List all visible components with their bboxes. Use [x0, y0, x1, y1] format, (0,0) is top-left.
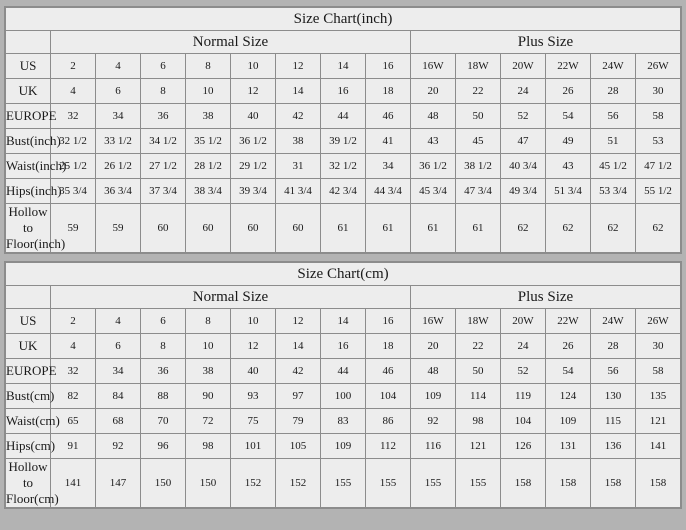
size-chart-cm-body: [6, 263, 681, 508]
table-cell: 42: [276, 359, 321, 384]
table-cell: 10: [231, 309, 276, 334]
table-cell: 98: [186, 434, 231, 459]
table-cell: 141: [51, 459, 96, 508]
table-cell: 60: [141, 204, 186, 253]
table-cell: 45 1/2: [591, 154, 636, 179]
table-cell: 47: [501, 129, 546, 154]
size-chart-inch: [4, 6, 682, 254]
table-row: [6, 104, 681, 129]
table-cell: 158: [501, 459, 546, 508]
table-cell: 59: [51, 204, 96, 253]
table-cell: 39 1/2: [321, 129, 366, 154]
table-cell: 14: [276, 334, 321, 359]
table-cell: 24W: [591, 309, 636, 334]
table-cell: 35 3/4: [51, 179, 96, 204]
table-row: [6, 359, 681, 384]
table-cell: 40: [231, 359, 276, 384]
table-cell: 51 3/4: [546, 179, 591, 204]
table-cell: 109: [321, 434, 366, 459]
table-cell: 14: [276, 79, 321, 104]
table-row: [6, 54, 681, 79]
table-cell: 52: [501, 104, 546, 129]
table-cell: 6: [96, 334, 141, 359]
table-cell: 26W: [636, 309, 681, 334]
table-cell: 119: [501, 384, 546, 409]
table-cell: 10: [186, 334, 231, 359]
group-header-blank: [6, 286, 51, 309]
table-cell: 4: [51, 334, 96, 359]
table-cell: 41 3/4: [276, 179, 321, 204]
table-cell: 41: [366, 129, 411, 154]
table-cell: 16: [366, 309, 411, 334]
table-cell: 62: [636, 204, 681, 253]
table-cell: 59: [96, 204, 141, 253]
table-cell: 43: [546, 154, 591, 179]
table-cell: 84: [96, 384, 141, 409]
table-row: [6, 129, 681, 154]
table-cell: 34: [96, 104, 141, 129]
table-cell: 46: [366, 104, 411, 129]
table-row: [6, 334, 681, 359]
table-cell: 70: [141, 409, 186, 434]
table-cell: 26 1/2: [96, 154, 141, 179]
table-cell: 114: [456, 384, 501, 409]
table-cell: 38: [186, 104, 231, 129]
group-header-blank: [6, 31, 51, 54]
table-cell: 44: [321, 104, 366, 129]
table-cell: 37 3/4: [141, 179, 186, 204]
table-cell: 48: [411, 104, 456, 129]
table-cell: 116: [411, 434, 456, 459]
table-row: [6, 154, 681, 179]
table-cell: 121: [456, 434, 501, 459]
table-cell: 47 1/2: [636, 154, 681, 179]
table-cell: 4: [96, 309, 141, 334]
table-cell: 88: [141, 384, 186, 409]
row-label: UK: [6, 79, 51, 104]
table-cell: 65: [51, 409, 96, 434]
table-cell: 54: [546, 359, 591, 384]
table-cell: 158: [546, 459, 591, 508]
table-row: [6, 409, 681, 434]
table-cell: 16W: [411, 309, 456, 334]
table-cell: 104: [366, 384, 411, 409]
table-cell: 12: [276, 309, 321, 334]
table-cell: 26: [546, 334, 591, 359]
table-cell: 44: [321, 359, 366, 384]
table-cell: 20W: [501, 309, 546, 334]
group-header-row: [6, 286, 681, 309]
chart-title-row: [6, 263, 681, 286]
table-cell: 32 1/2: [321, 154, 366, 179]
table-cell: 16: [321, 79, 366, 104]
row-label: US: [6, 309, 51, 334]
table-cell: 62: [591, 204, 636, 253]
table-cell: 158: [636, 459, 681, 508]
table-cell: 6: [141, 309, 186, 334]
table-row: [6, 309, 681, 334]
table-cell: 22: [456, 334, 501, 359]
table-cell: 16: [321, 334, 366, 359]
table-cell: 92: [96, 434, 141, 459]
table-cell: 36: [141, 359, 186, 384]
size-chart-inch-table: [5, 7, 681, 253]
table-cell: 12: [276, 54, 321, 79]
table-cell: 12: [231, 79, 276, 104]
table-cell: 101: [231, 434, 276, 459]
row-label: Hips(inch): [6, 179, 51, 204]
row-label: EUROPE: [6, 104, 51, 129]
table-cell: 93: [231, 384, 276, 409]
table-cell: 4: [96, 54, 141, 79]
table-cell: 147: [96, 459, 141, 508]
table-cell: 53 3/4: [591, 179, 636, 204]
table-cell: 12: [231, 334, 276, 359]
table-cell: 38: [276, 129, 321, 154]
table-cell: 18: [366, 334, 411, 359]
size-chart-cm: [4, 261, 682, 509]
row-label: Bust(cm): [6, 384, 51, 409]
table-cell: 60: [231, 204, 276, 253]
row-label: UK: [6, 334, 51, 359]
table-cell: 86: [366, 409, 411, 434]
table-cell: 135: [636, 384, 681, 409]
chart-title: Size Chart(inch): [6, 8, 681, 31]
row-label: Hollow to Floor(cm): [6, 459, 59, 506]
table-cell: 6: [141, 54, 186, 79]
table-cell: 75: [231, 409, 276, 434]
table-cell: 131: [546, 434, 591, 459]
table-cell: 14: [321, 309, 366, 334]
table-cell: 112: [366, 434, 411, 459]
row-label: Waist(inch): [6, 154, 51, 179]
table-cell: 49 3/4: [501, 179, 546, 204]
table-cell: 43: [411, 129, 456, 154]
table-cell: 121: [636, 409, 681, 434]
table-cell: 52: [501, 359, 546, 384]
table-cell: 158: [591, 459, 636, 508]
table-cell: 20: [411, 334, 456, 359]
table-cell: 55 1/2: [636, 179, 681, 204]
table-cell: 22W: [546, 54, 591, 79]
row-label: Bust(inch): [6, 129, 51, 154]
table-cell: 10: [231, 54, 276, 79]
table-cell: 20W: [501, 54, 546, 79]
group-header: Plus Size: [411, 286, 681, 309]
table-cell: 31: [276, 154, 321, 179]
table-cell: 2: [51, 54, 96, 79]
table-row: [6, 384, 681, 409]
table-cell: 18W: [456, 309, 501, 334]
table-cell: 83: [321, 409, 366, 434]
table-cell: 104: [501, 409, 546, 434]
table-cell: 8: [141, 79, 186, 104]
table-cell: 8: [186, 54, 231, 79]
table-cell: 26W: [636, 54, 681, 79]
size-chart-inch-body: [6, 8, 681, 253]
table-cell: 130: [591, 384, 636, 409]
row-label: US: [6, 54, 51, 79]
table-cell: 152: [231, 459, 276, 508]
table-cell: 79: [276, 409, 321, 434]
table-row: [6, 459, 681, 508]
table-cell: 54: [546, 104, 591, 129]
table-cell: 98: [456, 409, 501, 434]
table-cell: 35 1/2: [186, 129, 231, 154]
table-cell: 22W: [546, 309, 591, 334]
chart-title-row: [6, 8, 681, 31]
table-cell: 61: [411, 204, 456, 253]
table-cell: 36 1/2: [231, 129, 276, 154]
table-row: [6, 79, 681, 104]
table-cell: 34 1/2: [141, 129, 186, 154]
table-cell: 40: [231, 104, 276, 129]
group-header-row: [6, 31, 681, 54]
table-cell: 29 1/2: [231, 154, 276, 179]
table-cell: 150: [141, 459, 186, 508]
table-cell: 16W: [411, 54, 456, 79]
table-cell: 32: [51, 359, 96, 384]
table-cell: 26: [546, 79, 591, 104]
table-cell: 24W: [591, 54, 636, 79]
table-cell: 22: [456, 79, 501, 104]
table-cell: 50: [456, 104, 501, 129]
table-cell: 62: [501, 204, 546, 253]
table-cell: 51: [591, 129, 636, 154]
table-cell: 44 3/4: [366, 179, 411, 204]
table-cell: 60: [276, 204, 321, 253]
table-cell: 42 3/4: [321, 179, 366, 204]
table-cell: 56: [591, 359, 636, 384]
table-cell: 14: [321, 54, 366, 79]
table-cell: 60: [186, 204, 231, 253]
table-cell: 136: [591, 434, 636, 459]
size-chart-cm-table: [5, 262, 681, 508]
table-cell: 45 3/4: [411, 179, 456, 204]
table-cell: 141: [636, 434, 681, 459]
table-cell: 36: [141, 104, 186, 129]
table-cell: 115: [591, 409, 636, 434]
table-cell: 30: [636, 334, 681, 359]
table-cell: 50: [456, 359, 501, 384]
table-cell: 18W: [456, 54, 501, 79]
table-row: [6, 179, 681, 204]
table-cell: 97: [276, 384, 321, 409]
table-cell: 109: [546, 409, 591, 434]
table-cell: 24: [501, 334, 546, 359]
table-cell: 2: [51, 309, 96, 334]
table-cell: 30: [636, 79, 681, 104]
table-cell: 18: [366, 79, 411, 104]
table-cell: 155: [456, 459, 501, 508]
table-cell: 46: [366, 359, 411, 384]
table-cell: 36 1/2: [411, 154, 456, 179]
table-cell: 24: [501, 79, 546, 104]
table-cell: 47 3/4: [456, 179, 501, 204]
table-cell: 28: [591, 79, 636, 104]
table-cell: 105: [276, 434, 321, 459]
table-cell: 90: [186, 384, 231, 409]
table-cell: 61: [321, 204, 366, 253]
table-cell: 6: [96, 79, 141, 104]
table-cell: 39 3/4: [231, 179, 276, 204]
table-cell: 45: [456, 129, 501, 154]
table-cell: 150: [186, 459, 231, 508]
table-cell: 126: [501, 434, 546, 459]
table-cell: 155: [321, 459, 366, 508]
table-cell: 4: [51, 79, 96, 104]
chart-title: Size Chart(cm): [6, 263, 681, 286]
table-cell: 34: [96, 359, 141, 384]
row-label: Hollow to Floor(inch): [6, 204, 66, 251]
table-cell: 34: [366, 154, 411, 179]
table-cell: 38 3/4: [186, 179, 231, 204]
table-cell: 42: [276, 104, 321, 129]
table-cell: 155: [366, 459, 411, 508]
table-cell: 61: [366, 204, 411, 253]
table-cell: 91: [51, 434, 96, 459]
table-cell: 58: [636, 104, 681, 129]
group-header: Normal Size: [51, 286, 411, 309]
table-cell: 82: [51, 384, 96, 409]
table-cell: 61: [456, 204, 501, 253]
table-cell: 58: [636, 359, 681, 384]
table-cell: 16: [366, 54, 411, 79]
table-cell: 8: [186, 309, 231, 334]
table-row: [6, 204, 681, 253]
table-cell: 36 3/4: [96, 179, 141, 204]
table-cell: 32: [51, 104, 96, 129]
table-cell: 109: [411, 384, 456, 409]
table-cell: 38: [186, 359, 231, 384]
table-cell: 100: [321, 384, 366, 409]
table-cell: 10: [186, 79, 231, 104]
table-cell: 124: [546, 384, 591, 409]
table-cell: 48: [411, 359, 456, 384]
table-cell: 92: [411, 409, 456, 434]
table-cell: 25 1/2: [51, 154, 96, 179]
table-cell: 33 1/2: [96, 129, 141, 154]
row-label: Waist(cm): [6, 409, 51, 434]
table-cell: 56: [591, 104, 636, 129]
table-cell: 27 1/2: [141, 154, 186, 179]
table-cell: 20: [411, 79, 456, 104]
table-cell: 49: [546, 129, 591, 154]
table-cell: 62: [546, 204, 591, 253]
table-cell: 53: [636, 129, 681, 154]
table-cell: 40 3/4: [501, 154, 546, 179]
table-cell: 72: [186, 409, 231, 434]
row-label: Hips(cm): [6, 434, 51, 459]
table-cell: 28: [591, 334, 636, 359]
table-cell: 155: [411, 459, 456, 508]
table-cell: 38 1/2: [456, 154, 501, 179]
row-label: EUROPE: [6, 359, 51, 384]
table-cell: 8: [141, 334, 186, 359]
table-row: [6, 434, 681, 459]
table-cell: 28 1/2: [186, 154, 231, 179]
group-header: Plus Size: [411, 31, 681, 54]
group-header: Normal Size: [51, 31, 411, 54]
table-cell: 68: [96, 409, 141, 434]
table-cell: 152: [276, 459, 321, 508]
table-cell: 32 1/2: [51, 129, 96, 154]
table-cell: 96: [141, 434, 186, 459]
